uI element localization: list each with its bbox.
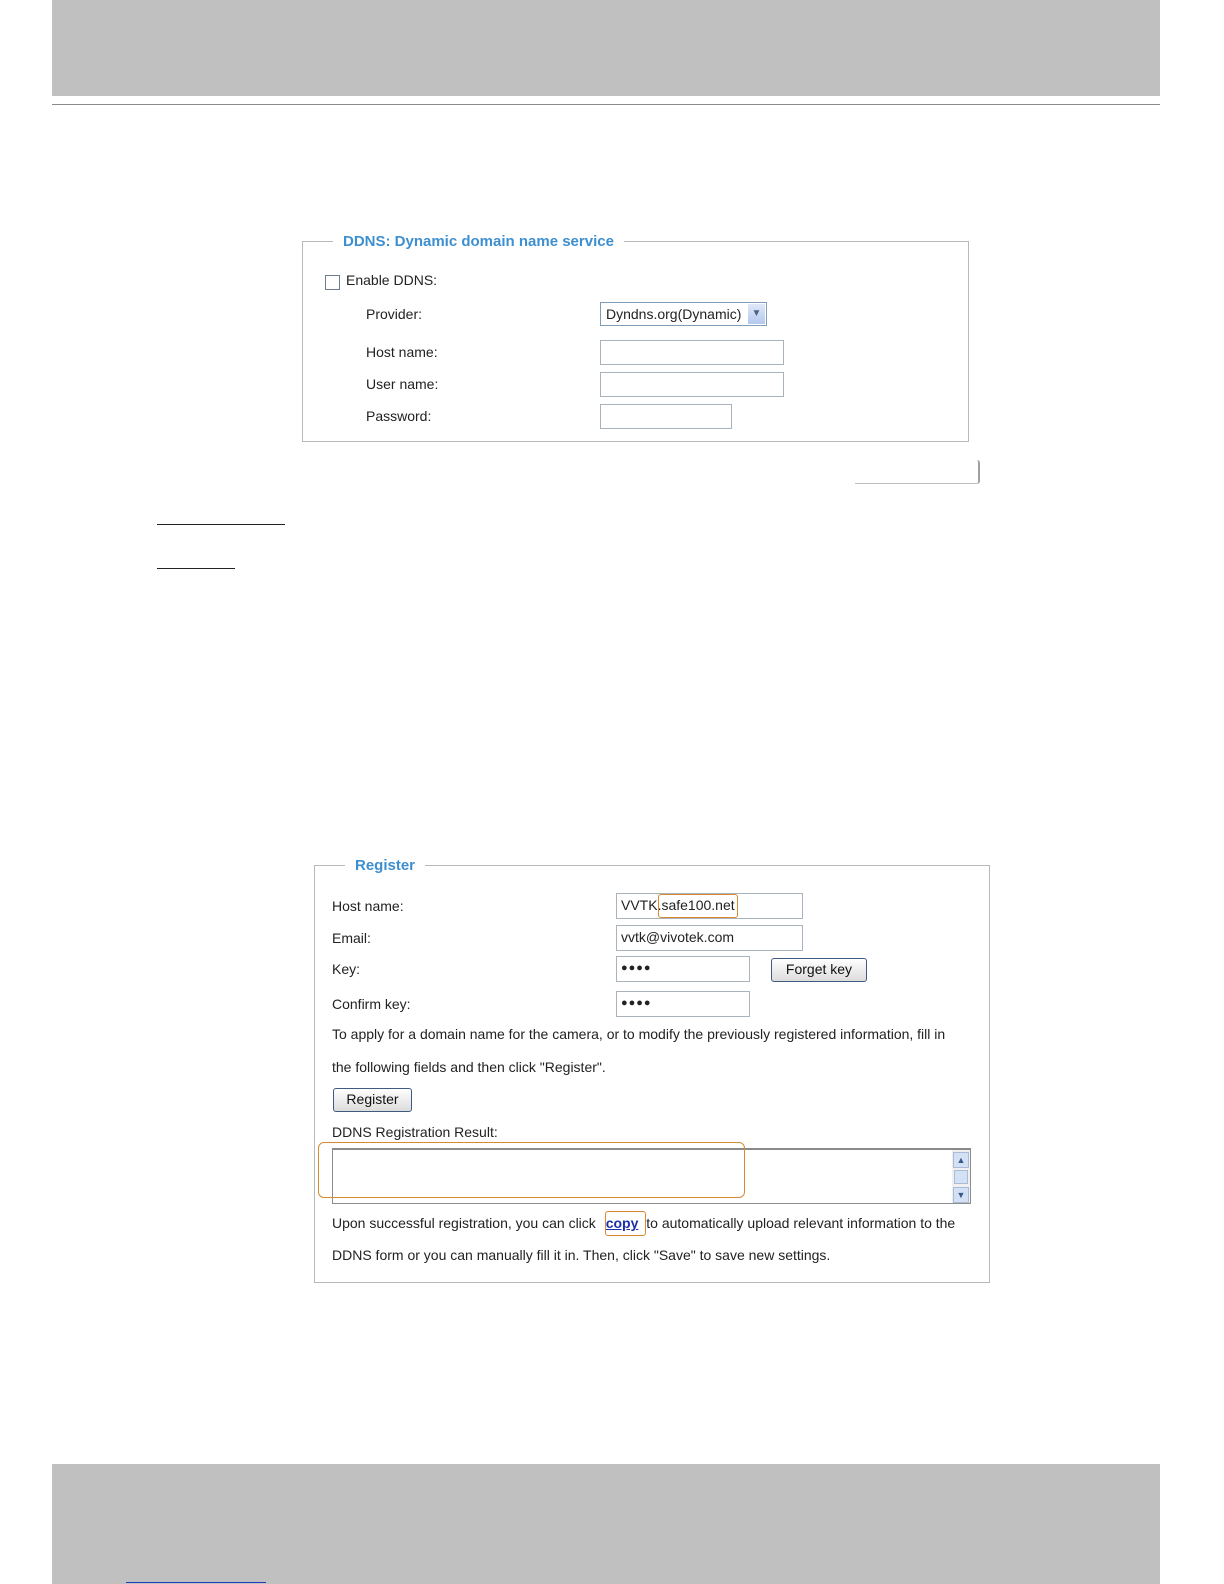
enable-ddns-label: Enable DDNS: (346, 272, 438, 288)
register-info-line1: To apply for a domain name for the camera, or to modify the previously registered information, fill in (332, 1026, 946, 1042)
ddns-host-input[interactable] (600, 340, 784, 365)
scroll-up-icon[interactable]: ▲ (953, 1152, 969, 1168)
register-host-label: Host name: (332, 898, 404, 914)
key-label: Key: (332, 961, 361, 977)
provider-label: Provider: (366, 306, 423, 322)
confirm-key-label: Confirm key: (332, 996, 411, 1012)
underline-decoration (157, 524, 285, 525)
confirm-key-input[interactable]: ●●●● (616, 991, 750, 1017)
ddns-password-label: Password: (366, 408, 432, 424)
register-legend: Register (355, 857, 416, 874)
footer-band (52, 1464, 1160, 1584)
copy-note-line2: DDNS form or you can manually fill it in. Then, click "Save" to save new settings. (332, 1247, 831, 1263)
cropped-button-edge[interactable] (855, 460, 980, 484)
ddns-user-label: User name: (366, 376, 439, 392)
copy-link[interactable]: copy (605, 1215, 639, 1231)
register-host-input[interactable]: VVTK.safe100.net (616, 893, 803, 919)
header-band (52, 0, 1160, 96)
result-label: DDNS Registration Result: (332, 1124, 498, 1140)
result-scrollbar[interactable] (952, 1150, 970, 1203)
chevron-down-icon: ▼ (748, 304, 765, 324)
email-input[interactable]: vvtk@vivotek.com (616, 925, 803, 951)
copy-note-after: to automatically upload relevant information to the (646, 1215, 956, 1231)
register-button[interactable]: Register (333, 1088, 412, 1112)
ddns-host-label: Host name: (366, 344, 438, 360)
highlight-frame (605, 1211, 646, 1236)
highlight-frame (658, 894, 738, 918)
scroll-down-icon[interactable]: ▼ (953, 1187, 969, 1203)
footer-link-underline[interactable] (126, 1582, 266, 1583)
forget-key-button[interactable]: Forget key (771, 958, 867, 982)
ddns-legend: DDNS: Dynamic domain name service (343, 233, 614, 250)
copy-note-before: Upon successful registration, you can click (332, 1215, 596, 1231)
enable-ddns-checkbox[interactable] (325, 275, 340, 290)
ddns-password-input[interactable] (600, 404, 732, 429)
underline-decoration (157, 568, 235, 569)
email-label: Email: (332, 930, 371, 946)
ddns-user-input[interactable] (600, 372, 784, 397)
provider-value: Dyndns.org(Dynamic) (606, 306, 742, 322)
highlight-frame (318, 1142, 745, 1198)
scroll-grip-icon[interactable] (954, 1170, 968, 1184)
provider-select[interactable] (600, 302, 767, 326)
register-info-line2: the following fields and then click "Register". (332, 1059, 606, 1075)
header-divider (52, 104, 1160, 105)
key-input[interactable]: ●●●● (616, 956, 750, 982)
